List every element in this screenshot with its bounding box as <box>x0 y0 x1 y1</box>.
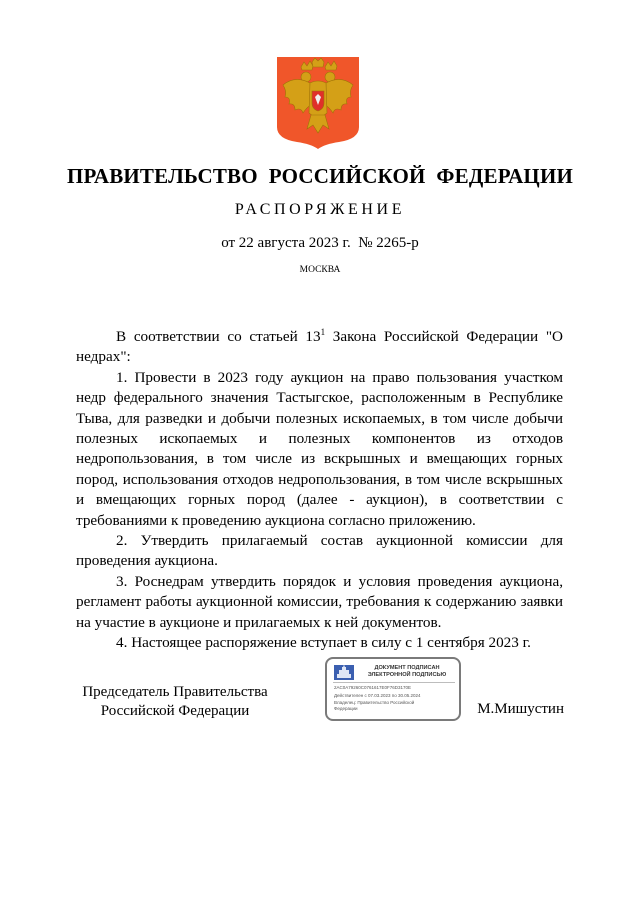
stamp-owner-line2: Федерации <box>334 706 358 711</box>
paragraph-item-1: 1. Провести в 2023 году аукцион на право пользования участком недр федерального значения Тастыгское, расположенным в Республике Тыва, для разведки и добычи полезных ископаемых, в том числе добычи полезных ископаемых и полезных компонентов из отходов недропользования, в том числе из вскрышных и вмещающих горных пород, использования отходов недропользования, в том числе вскрышных и вмещающих горных пород (далее - аукцион), в соответствии с требованиями к проведению аукциона согласно приложению. <box>76 368 563 529</box>
document-city: МОСКВА <box>299 265 341 275</box>
document-body <box>76 327 563 654</box>
electronic-signature-stamp <box>325 657 461 721</box>
stamp-validity: Действителен с 07.03.2023 по 30.05.2024 <box>334 693 421 698</box>
stamp-title: ДОКУМЕНТ ПОДПИСАН ЭЛЕКТРОННОЙ ПОДПИСЬЮ <box>367 665 447 678</box>
paragraph-item-3: 3. Роснедрам утвердить порядок и условия проведения аукциона, регламент работы аукционной комиссии, требования к содержанию заявки на участие в аукционе и прилагаемых к ней документов. <box>76 572 563 631</box>
signer-title: Председатель Правительства Российской Федерации <box>82 684 268 719</box>
intro-paragraph: В соответствии со статьей $13^1$ Закона Российской Федерации "О недрах": <box>76 326 563 366</box>
signer-name: М.Мишустин <box>477 701 564 717</box>
stamp-owner-line1: Владелец: Правительство Российской <box>334 700 415 705</box>
document-date-number: от 22 августа 2023 г. № 2265-р <box>221 235 419 251</box>
government-building-icon <box>334 665 354 680</box>
paragraph-item-4: 4. Настоящее распоряжение вступает в силу с 1 сентября 2023 г. <box>116 634 531 652</box>
paragraph-item-2: 2. Утвердить прилагаемый состав аукционной комиссии для проведения аукциона. <box>76 532 563 570</box>
coat-of-arms-icon <box>277 57 359 149</box>
stamp-certificate: 2AC0A79260C0761617E0F76D3170E <box>334 685 412 690</box>
stamp-divider <box>333 682 455 683</box>
document-type: РАСПОРЯЖЕНИЕ <box>234 201 406 218</box>
government-title: ПРАВИТЕЛЬСТВО РОССИЙСКОЙ ФЕДЕРАЦИИ <box>66 164 574 188</box>
